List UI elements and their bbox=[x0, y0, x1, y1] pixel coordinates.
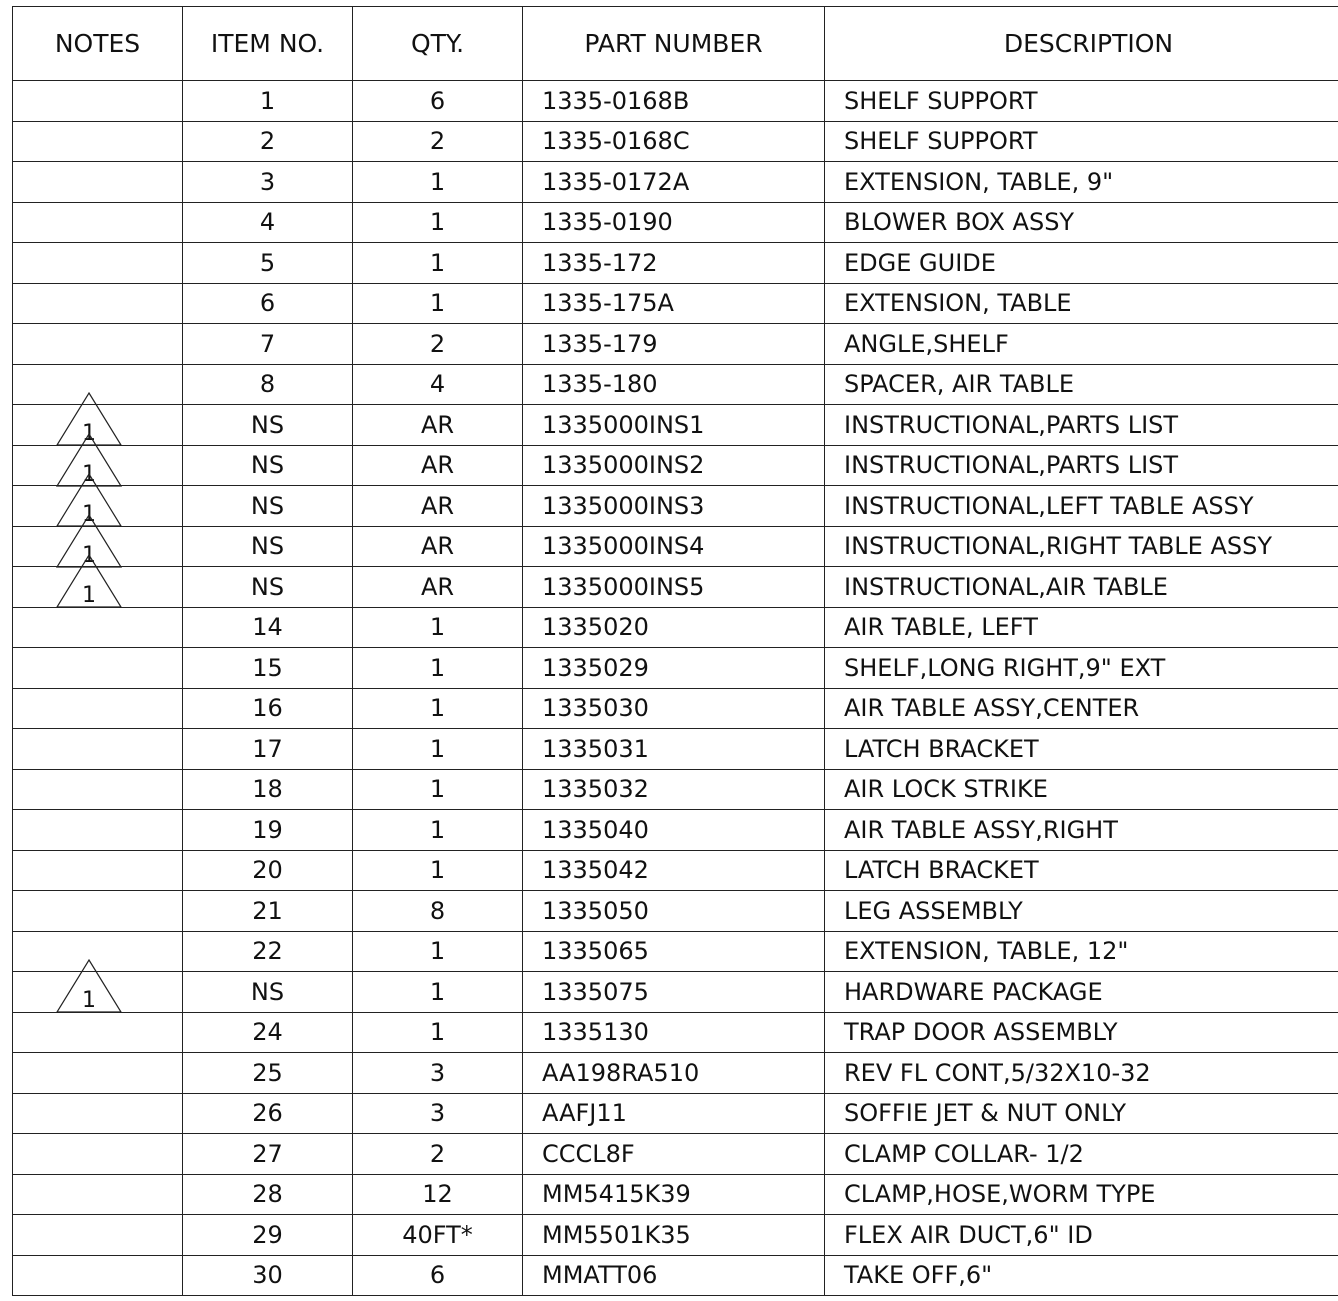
header-row bbox=[13, 7, 1338, 81]
table-row bbox=[13, 1134, 1338, 1175]
description-cell: BLOWER BOX ASSY bbox=[825, 202, 1338, 243]
part-number-cell: 1335050 bbox=[523, 891, 825, 932]
part-number-cell: MM5501K35 bbox=[523, 1215, 825, 1256]
item-no-cell: 22 bbox=[183, 931, 353, 972]
notes-cell bbox=[13, 162, 183, 203]
table-row bbox=[13, 1255, 1338, 1296]
description-cell: INSTRUCTIONAL,LEFT TABLE ASSY bbox=[825, 486, 1338, 527]
table-row bbox=[13, 607, 1338, 648]
part-number-cell: MMATT06 bbox=[523, 1255, 825, 1296]
part-number-cell: 1335-175A bbox=[523, 283, 825, 324]
part-number-cell: 1335030 bbox=[523, 688, 825, 729]
description-cell: SHELF,LONG RIGHT,9" EXT bbox=[825, 648, 1338, 689]
item-no-cell: 5 bbox=[183, 243, 353, 284]
note-flag-number: 1 bbox=[82, 502, 96, 527]
item-no-cell: 16 bbox=[183, 688, 353, 729]
table-row bbox=[13, 1215, 1338, 1256]
part-number-cell: 1335031 bbox=[523, 729, 825, 770]
description-cell: INSTRUCTIONAL,AIR TABLE bbox=[825, 567, 1338, 608]
notes-cell bbox=[13, 283, 183, 324]
item-no-cell: 28 bbox=[183, 1174, 353, 1215]
part-number-cell: 1335000INS4 bbox=[523, 526, 825, 567]
qty-cell: 4 bbox=[353, 364, 523, 405]
col-header-notes: NOTES bbox=[13, 7, 183, 81]
qty-cell: 1 bbox=[353, 162, 523, 203]
description-cell: REV FL CONT,5/32X10-32 bbox=[825, 1053, 1338, 1094]
description-cell: SHELF SUPPORT bbox=[825, 121, 1338, 162]
col-header-item-no: ITEM NO. bbox=[183, 7, 353, 81]
part-number-cell: 1335065 bbox=[523, 931, 825, 972]
notes-cell bbox=[13, 324, 183, 365]
description-cell: EDGE GUIDE bbox=[825, 243, 1338, 284]
table-row bbox=[13, 121, 1338, 162]
table-row bbox=[13, 567, 1338, 608]
notes-cell bbox=[13, 607, 183, 648]
table-row bbox=[13, 81, 1338, 122]
description-cell: TRAP DOOR ASSEMBLY bbox=[825, 1012, 1338, 1053]
description-cell: TAKE OFF,6" bbox=[825, 1255, 1338, 1296]
part-number-cell: 1335000INS1 bbox=[523, 405, 825, 446]
part-number-cell: 1335-0190 bbox=[523, 202, 825, 243]
description-cell: AIR LOCK STRIKE bbox=[825, 769, 1338, 810]
notes-cell bbox=[13, 891, 183, 932]
table-row bbox=[13, 850, 1338, 891]
item-no-cell: 17 bbox=[183, 729, 353, 770]
table-row bbox=[13, 810, 1338, 851]
note-flag-triangle-icon bbox=[55, 553, 123, 609]
part-number-cell: 1335-180 bbox=[523, 364, 825, 405]
part-number-cell: 1335029 bbox=[523, 648, 825, 689]
item-no-cell: 24 bbox=[183, 1012, 353, 1053]
item-no-cell: 20 bbox=[183, 850, 353, 891]
table-body bbox=[13, 81, 1338, 1296]
part-number-cell: CCCL8F bbox=[523, 1134, 825, 1175]
item-no-cell: 7 bbox=[183, 324, 353, 365]
item-no-cell: 8 bbox=[183, 364, 353, 405]
table-row bbox=[13, 931, 1338, 972]
item-no-cell: 2 bbox=[183, 121, 353, 162]
item-no-cell: 18 bbox=[183, 769, 353, 810]
table-row bbox=[13, 486, 1338, 527]
table-row bbox=[13, 1093, 1338, 1134]
part-number-cell: 1335-0168C bbox=[523, 121, 825, 162]
description-cell: EXTENSION, TABLE bbox=[825, 283, 1338, 324]
notes-cell bbox=[13, 567, 183, 608]
description-cell: SOFFIE JET & NUT ONLY bbox=[825, 1093, 1338, 1134]
table-row bbox=[13, 162, 1338, 203]
item-no-cell: 21 bbox=[183, 891, 353, 932]
qty-cell: AR bbox=[353, 526, 523, 567]
notes-cell bbox=[13, 1093, 183, 1134]
item-no-cell: 19 bbox=[183, 810, 353, 851]
table-row bbox=[13, 648, 1338, 689]
item-no-cell: 3 bbox=[183, 162, 353, 203]
notes-cell bbox=[13, 688, 183, 729]
description-cell: CLAMP,HOSE,WORM TYPE bbox=[825, 1174, 1338, 1215]
description-cell: AIR TABLE ASSY,RIGHT bbox=[825, 810, 1338, 851]
item-no-cell: NS bbox=[183, 972, 353, 1013]
qty-cell: 3 bbox=[353, 1093, 523, 1134]
part-number-cell: 1335-172 bbox=[523, 243, 825, 284]
note-flag-number: 1 bbox=[82, 988, 96, 1013]
item-no-cell: 26 bbox=[183, 1093, 353, 1134]
part-number-cell: 1335042 bbox=[523, 850, 825, 891]
notes-cell bbox=[13, 972, 183, 1013]
item-no-cell: NS bbox=[183, 526, 353, 567]
notes-cell bbox=[13, 1255, 183, 1296]
item-no-cell: 14 bbox=[183, 607, 353, 648]
table-row bbox=[13, 1012, 1338, 1053]
table-row bbox=[13, 891, 1338, 932]
item-no-cell: 15 bbox=[183, 648, 353, 689]
description-cell: CLAMP COLLAR- 1/2 bbox=[825, 1134, 1338, 1175]
qty-cell: 2 bbox=[353, 324, 523, 365]
notes-cell bbox=[13, 121, 183, 162]
qty-cell: 1 bbox=[353, 769, 523, 810]
description-cell: ANGLE,SHELF bbox=[825, 324, 1338, 365]
item-no-cell: NS bbox=[183, 445, 353, 486]
col-header-part-number: PART NUMBER bbox=[523, 7, 825, 81]
item-no-cell: 1 bbox=[183, 81, 353, 122]
qty-cell: 1 bbox=[353, 1012, 523, 1053]
qty-cell: 8 bbox=[353, 891, 523, 932]
table-row bbox=[13, 405, 1338, 446]
item-no-cell: 4 bbox=[183, 202, 353, 243]
table-row bbox=[13, 445, 1338, 486]
notes-cell bbox=[13, 1053, 183, 1094]
note-flag-number: 1 bbox=[82, 461, 96, 487]
table-row bbox=[13, 1174, 1338, 1215]
qty-cell: 1 bbox=[353, 931, 523, 972]
notes-cell bbox=[13, 648, 183, 689]
item-no-cell: 30 bbox=[183, 1255, 353, 1296]
part-number-cell: 1335000INS3 bbox=[523, 486, 825, 527]
col-header-qty: QTY. bbox=[353, 7, 523, 81]
qty-cell: AR bbox=[353, 405, 523, 446]
qty-cell: 1 bbox=[353, 850, 523, 891]
notes-cell bbox=[13, 1134, 183, 1175]
description-cell: SHELF SUPPORT bbox=[825, 81, 1338, 122]
notes-cell bbox=[13, 243, 183, 284]
notes-cell bbox=[13, 729, 183, 770]
qty-cell: 1 bbox=[353, 202, 523, 243]
qty-cell: AR bbox=[353, 445, 523, 486]
qty-cell: 1 bbox=[353, 648, 523, 689]
description-cell: INSTRUCTIONAL,RIGHT TABLE ASSY bbox=[825, 526, 1338, 567]
description-cell: AIR TABLE ASSY,CENTER bbox=[825, 688, 1338, 729]
qty-cell: 1 bbox=[353, 283, 523, 324]
col-header-description: DESCRIPTION bbox=[825, 7, 1338, 81]
note-flag-triangle-icon bbox=[55, 958, 123, 1014]
qty-cell: 6 bbox=[353, 81, 523, 122]
part-number-cell: 1335-0172A bbox=[523, 162, 825, 203]
table-row bbox=[13, 729, 1338, 770]
part-number-cell: MM5415K39 bbox=[523, 1174, 825, 1215]
part-number-cell: 1335075 bbox=[523, 972, 825, 1013]
table-row bbox=[13, 364, 1338, 405]
part-number-cell: 1335000INS5 bbox=[523, 567, 825, 608]
table-row bbox=[13, 1053, 1338, 1094]
qty-cell: 12 bbox=[353, 1174, 523, 1215]
notes-cell bbox=[13, 1012, 183, 1053]
note-flag-number: 1 bbox=[82, 421, 96, 446]
notes-cell bbox=[13, 81, 183, 122]
part-number-cell: 1335032 bbox=[523, 769, 825, 810]
qty-cell: 1 bbox=[353, 729, 523, 770]
qty-cell: 1 bbox=[353, 243, 523, 284]
part-number-cell: 1335040 bbox=[523, 810, 825, 851]
qty-cell: 6 bbox=[353, 1255, 523, 1296]
qty-cell: 2 bbox=[353, 121, 523, 162]
qty-cell: 1 bbox=[353, 810, 523, 851]
note-flag-number: 1 bbox=[82, 542, 96, 568]
description-cell: LATCH BRACKET bbox=[825, 729, 1338, 770]
notes-cell bbox=[13, 850, 183, 891]
note-flag-number: 1 bbox=[82, 583, 96, 608]
qty-cell: 1 bbox=[353, 688, 523, 729]
part-number-cell: AAFJ11 bbox=[523, 1093, 825, 1134]
table-row bbox=[13, 243, 1338, 284]
notes-cell bbox=[13, 810, 183, 851]
part-number-cell: AA198RA510 bbox=[523, 1053, 825, 1094]
description-cell: INSTRUCTIONAL,PARTS LIST bbox=[825, 405, 1338, 446]
description-cell: AIR TABLE, LEFT bbox=[825, 607, 1338, 648]
qty-cell: 1 bbox=[353, 972, 523, 1013]
description-cell: HARDWARE PACKAGE bbox=[825, 972, 1338, 1013]
item-no-cell: NS bbox=[183, 567, 353, 608]
description-cell: FLEX AIR DUCT,6" ID bbox=[825, 1215, 1338, 1256]
description-cell: LEG ASSEMBLY bbox=[825, 891, 1338, 932]
item-no-cell: 27 bbox=[183, 1134, 353, 1175]
part-number-cell: 1335-179 bbox=[523, 324, 825, 365]
qty-cell: AR bbox=[353, 486, 523, 527]
table-row bbox=[13, 972, 1338, 1013]
part-number-cell: 1335-0168B bbox=[523, 81, 825, 122]
description-cell: INSTRUCTIONAL,PARTS LIST bbox=[825, 445, 1338, 486]
table-row bbox=[13, 324, 1338, 365]
notes-cell bbox=[13, 769, 183, 810]
qty-cell: AR bbox=[353, 567, 523, 608]
item-no-cell: 6 bbox=[183, 283, 353, 324]
description-cell: EXTENSION, TABLE, 9" bbox=[825, 162, 1338, 203]
table-row bbox=[13, 769, 1338, 810]
item-no-cell: NS bbox=[183, 486, 353, 527]
notes-cell bbox=[13, 202, 183, 243]
bill-of-materials-table bbox=[12, 6, 1338, 1296]
table-row bbox=[13, 526, 1338, 567]
qty-cell: 1 bbox=[353, 607, 523, 648]
table-row bbox=[13, 688, 1338, 729]
item-no-cell: 29 bbox=[183, 1215, 353, 1256]
item-no-cell: 25 bbox=[183, 1053, 353, 1094]
item-no-cell: NS bbox=[183, 405, 353, 446]
notes-cell bbox=[13, 1174, 183, 1215]
part-number-cell: 1335020 bbox=[523, 607, 825, 648]
description-cell: SPACER, AIR TABLE bbox=[825, 364, 1338, 405]
part-number-cell: 1335130 bbox=[523, 1012, 825, 1053]
part-number-cell: 1335000INS2 bbox=[523, 445, 825, 486]
qty-cell: 2 bbox=[353, 1134, 523, 1175]
description-cell: EXTENSION, TABLE, 12" bbox=[825, 931, 1338, 972]
qty-cell: 3 bbox=[353, 1053, 523, 1094]
notes-cell bbox=[13, 1215, 183, 1256]
table-row bbox=[13, 202, 1338, 243]
table-row bbox=[13, 283, 1338, 324]
qty-cell: 40FT* bbox=[353, 1215, 523, 1256]
description-cell: LATCH BRACKET bbox=[825, 850, 1338, 891]
